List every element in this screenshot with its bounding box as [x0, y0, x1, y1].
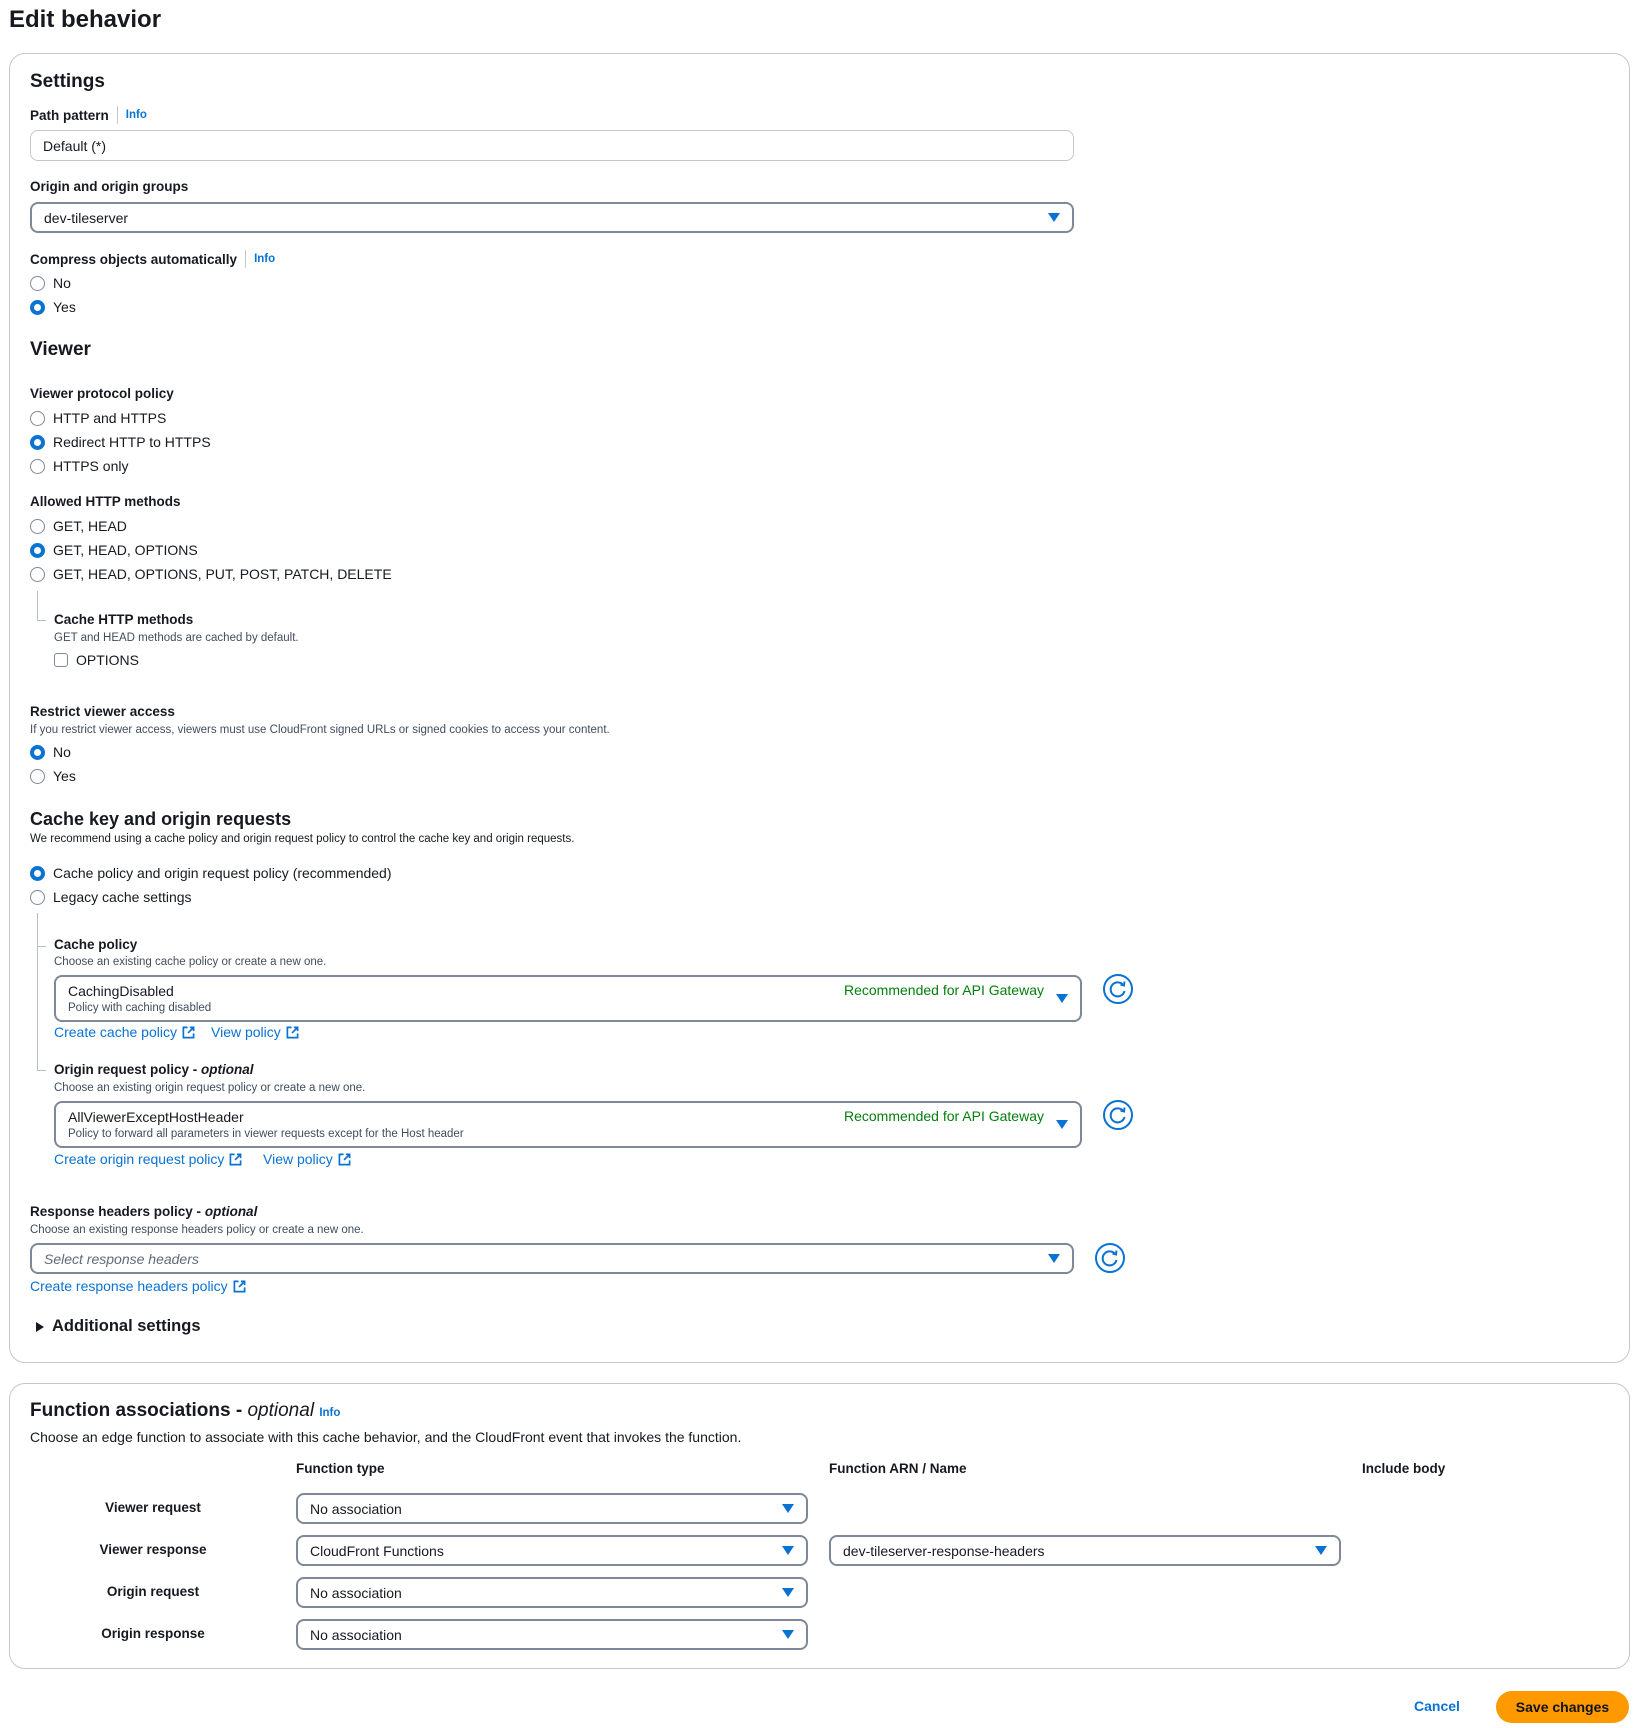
- origin-select[interactable]: [30, 202, 1074, 233]
- tree-connector: [37, 620, 46, 621]
- response-headers-desc: Choose an existing response headers policy or create a new one.: [30, 1224, 364, 1236]
- protocol-option-https-only[interactable]: [30, 458, 128, 474]
- compress-option-no[interactable]: [30, 275, 71, 291]
- viewer-request-type-select[interactable]: [296, 1493, 808, 1524]
- origin-request-policy-desc: Choose an existing origin request policy or create a new one.: [54, 1082, 366, 1094]
- link-text: Create response headers policy: [30, 1278, 228, 1294]
- path-pattern-info-link[interactable]: Info: [125, 109, 147, 121]
- external-link-icon: [182, 1026, 195, 1039]
- link-text: View policy: [211, 1024, 281, 1040]
- label-text: Response headers policy -: [30, 1204, 202, 1219]
- radio-label: No: [53, 744, 71, 760]
- link-text: View policy: [263, 1151, 333, 1167]
- radio-button-selected[interactable]: [30, 300, 45, 315]
- select-value: CloudFront Functions: [310, 1542, 444, 1559]
- cache-key-option-legacy[interactable]: [30, 889, 192, 905]
- checkbox[interactable]: [54, 653, 68, 667]
- compress-info-link[interactable]: Info: [254, 253, 276, 265]
- path-pattern-input[interactable]: [30, 130, 1074, 161]
- label-text: Origin request policy -: [54, 1062, 198, 1077]
- cache-options-checkbox[interactable]: [54, 652, 139, 668]
- cache-key-option-policy[interactable]: [30, 865, 392, 881]
- path-pattern-label-row: [30, 106, 147, 124]
- viewer-protocol-label: Viewer protocol policy: [30, 386, 174, 401]
- chevron-down-icon: [1315, 1546, 1327, 1555]
- radio-label: Yes: [53, 299, 76, 315]
- response-headers-select[interactable]: [30, 1243, 1074, 1274]
- chevron-down-icon: [782, 1588, 794, 1597]
- view-cache-policy-link[interactable]: [211, 1024, 299, 1040]
- refresh-icon[interactable]: [1095, 1243, 1125, 1273]
- chevron-down-icon: [782, 1504, 794, 1513]
- cache-methods-desc: GET and HEAD methods are cached by default.: [54, 632, 299, 644]
- response-headers-label: [30, 1204, 257, 1219]
- additional-settings-label: Additional settings: [52, 1317, 201, 1335]
- radio-label: GET, HEAD, OPTIONS, PUT, POST, PATCH, DELETE: [53, 566, 392, 582]
- radio-button-selected[interactable]: [30, 543, 45, 558]
- radio-button[interactable]: [30, 890, 45, 905]
- restrict-option-no[interactable]: [30, 744, 71, 760]
- save-changes-button[interactable]: Save changes: [1496, 1691, 1629, 1723]
- row-label-origin-response: Origin response: [101, 1626, 205, 1641]
- radio-label: HTTPS only: [53, 458, 129, 474]
- restrict-option-yes[interactable]: [30, 768, 76, 784]
- radio-label: GET, HEAD: [53, 518, 127, 534]
- origin-request-policy-recommended-tag: Recommended for API Gateway: [844, 1108, 1044, 1124]
- cache-policy-value: CachingDisabled: [68, 983, 174, 999]
- create-cache-policy-link[interactable]: [54, 1024, 195, 1040]
- select-value: No association: [310, 1626, 402, 1643]
- protocol-option-http-https[interactable]: [30, 410, 166, 426]
- title-text: Function associations -: [30, 1400, 243, 1421]
- select-value: dev-tileserver-response-headers: [843, 1542, 1045, 1559]
- response-headers-placeholder: Select response headers: [44, 1250, 199, 1267]
- radio-button[interactable]: [30, 411, 45, 426]
- tree-connector: [37, 913, 38, 1070]
- protocol-option-redirect[interactable]: [30, 434, 211, 450]
- select-value: No association: [310, 1500, 402, 1517]
- radio-button[interactable]: [30, 276, 45, 291]
- origin-request-policy-value: AllViewerExceptHostHeader: [68, 1109, 244, 1125]
- radio-label: GET, HEAD, OPTIONS: [53, 542, 198, 558]
- chevron-down-icon: [1056, 994, 1068, 1003]
- cache-methods-label: Cache HTTP methods: [54, 612, 194, 627]
- checkbox-label: OPTIONS: [76, 652, 140, 668]
- methods-option-get-head-options[interactable]: [30, 542, 198, 558]
- refresh-icon[interactable]: [1103, 1100, 1133, 1130]
- cache-policy-recommended-tag: Recommended for API Gateway: [844, 982, 1044, 998]
- optional-text: optional: [204, 1204, 258, 1219]
- radio-label: Yes: [53, 768, 76, 784]
- tree-connector: [37, 946, 46, 947]
- link-text: Create cache policy: [54, 1024, 177, 1040]
- create-origin-request-policy-link[interactable]: [54, 1151, 242, 1167]
- radio-button[interactable]: [30, 519, 45, 534]
- external-link-icon: [229, 1153, 242, 1166]
- chevron-down-icon: [782, 1630, 794, 1639]
- external-link-icon: [338, 1153, 351, 1166]
- caret-right-icon: [36, 1322, 44, 1332]
- origin-response-type-select[interactable]: [296, 1619, 808, 1650]
- chevron-down-icon: [1048, 213, 1060, 222]
- restrict-access-desc: If you restrict viewer access, viewers must use CloudFront signed URLs or signed cookies to access your content.: [30, 724, 610, 736]
- radio-button[interactable]: [30, 459, 45, 474]
- radio-label: Legacy cache settings: [53, 889, 192, 905]
- optional-text: optional: [201, 1062, 254, 1077]
- path-pattern-label: Path pattern: [30, 107, 109, 123]
- chevron-down-icon: [1048, 1254, 1060, 1263]
- page-title: Edit behavior: [9, 6, 162, 33]
- chevron-down-icon: [782, 1546, 794, 1555]
- view-origin-request-policy-link[interactable]: [263, 1151, 351, 1167]
- cache-key-title: Cache key and origin requests: [30, 809, 292, 829]
- function-associations-desc: Choose an edge function to associate with this cache behavior, and the CloudFront event that invokes the function.: [30, 1429, 742, 1445]
- column-function-type: Function type: [296, 1461, 385, 1476]
- cache-key-desc: We recommend using a cache policy and origin request policy to control the cache key and origin requests.: [30, 833, 575, 845]
- viewer-response-arn-select[interactable]: [829, 1535, 1341, 1566]
- compress-label: Compress objects automatically: [30, 251, 238, 267]
- radio-label: Redirect HTTP to HTTPS: [53, 434, 211, 450]
- row-label-viewer-response: Viewer response: [99, 1542, 207, 1557]
- path-pattern-value: Default (*): [43, 137, 107, 154]
- radio-button[interactable]: [30, 567, 45, 582]
- radio-label: HTTP and HTTPS: [53, 410, 167, 426]
- row-label-viewer-request: Viewer request: [105, 1500, 201, 1515]
- link-text: Create origin request policy: [54, 1151, 225, 1167]
- origin-request-type-select[interactable]: [296, 1577, 808, 1608]
- radio-label: Cache policy and origin request policy (recommended): [53, 865, 392, 881]
- optional-text: optional: [247, 1400, 315, 1421]
- cache-policy-desc: Choose an existing cache policy or create a new one.: [54, 956, 327, 968]
- refresh-icon[interactable]: [1103, 974, 1133, 1004]
- settings-title: Settings: [30, 71, 105, 92]
- viewer-section-title: Viewer: [30, 339, 91, 360]
- cancel-button[interactable]: Cancel: [1414, 1698, 1460, 1714]
- select-value: No association: [310, 1584, 402, 1601]
- separator: [245, 250, 246, 268]
- radio-button-selected[interactable]: [30, 866, 45, 881]
- additional-settings-toggle[interactable]: [36, 1317, 201, 1336]
- radio-label: No: [53, 275, 71, 291]
- function-associations-info-link[interactable]: Info: [319, 1407, 341, 1419]
- origin-select-value: dev-tileserver: [44, 209, 129, 226]
- compress-label-row: [30, 250, 275, 268]
- function-associations-title: [30, 1400, 340, 1422]
- radio-button-selected[interactable]: [30, 435, 45, 450]
- origin-request-policy-value-desc: Policy to forward all parameters in viewer requests except for the Host header: [68, 1128, 464, 1140]
- external-link-icon: [286, 1026, 299, 1039]
- radio-button-selected[interactable]: [30, 745, 45, 760]
- methods-option-get-head[interactable]: [30, 518, 127, 534]
- create-response-headers-policy-link[interactable]: [30, 1278, 246, 1294]
- column-function-arn: Function ARN / Name: [829, 1461, 967, 1476]
- cache-policy-value-desc: Policy with caching disabled: [68, 1002, 212, 1014]
- column-include-body: Include body: [1362, 1461, 1446, 1476]
- methods-option-all[interactable]: [30, 566, 392, 582]
- viewer-response-type-select[interactable]: [296, 1535, 808, 1566]
- allowed-methods-label: Allowed HTTP methods: [30, 494, 181, 509]
- compress-option-yes[interactable]: [30, 299, 76, 315]
- external-link-icon: [233, 1280, 246, 1293]
- chevron-down-icon: [1056, 1120, 1068, 1129]
- restrict-access-label: Restrict viewer access: [30, 704, 175, 719]
- tree-connector: [37, 591, 38, 620]
- origin-label: Origin and origin groups: [30, 179, 189, 194]
- cache-policy-label: Cache policy: [54, 937, 138, 952]
- row-label-origin-request: Origin request: [106, 1584, 200, 1599]
- separator: [117, 106, 118, 124]
- tree-connector: [37, 1070, 46, 1071]
- origin-request-policy-label: [54, 1062, 254, 1077]
- radio-button[interactable]: [30, 769, 45, 784]
